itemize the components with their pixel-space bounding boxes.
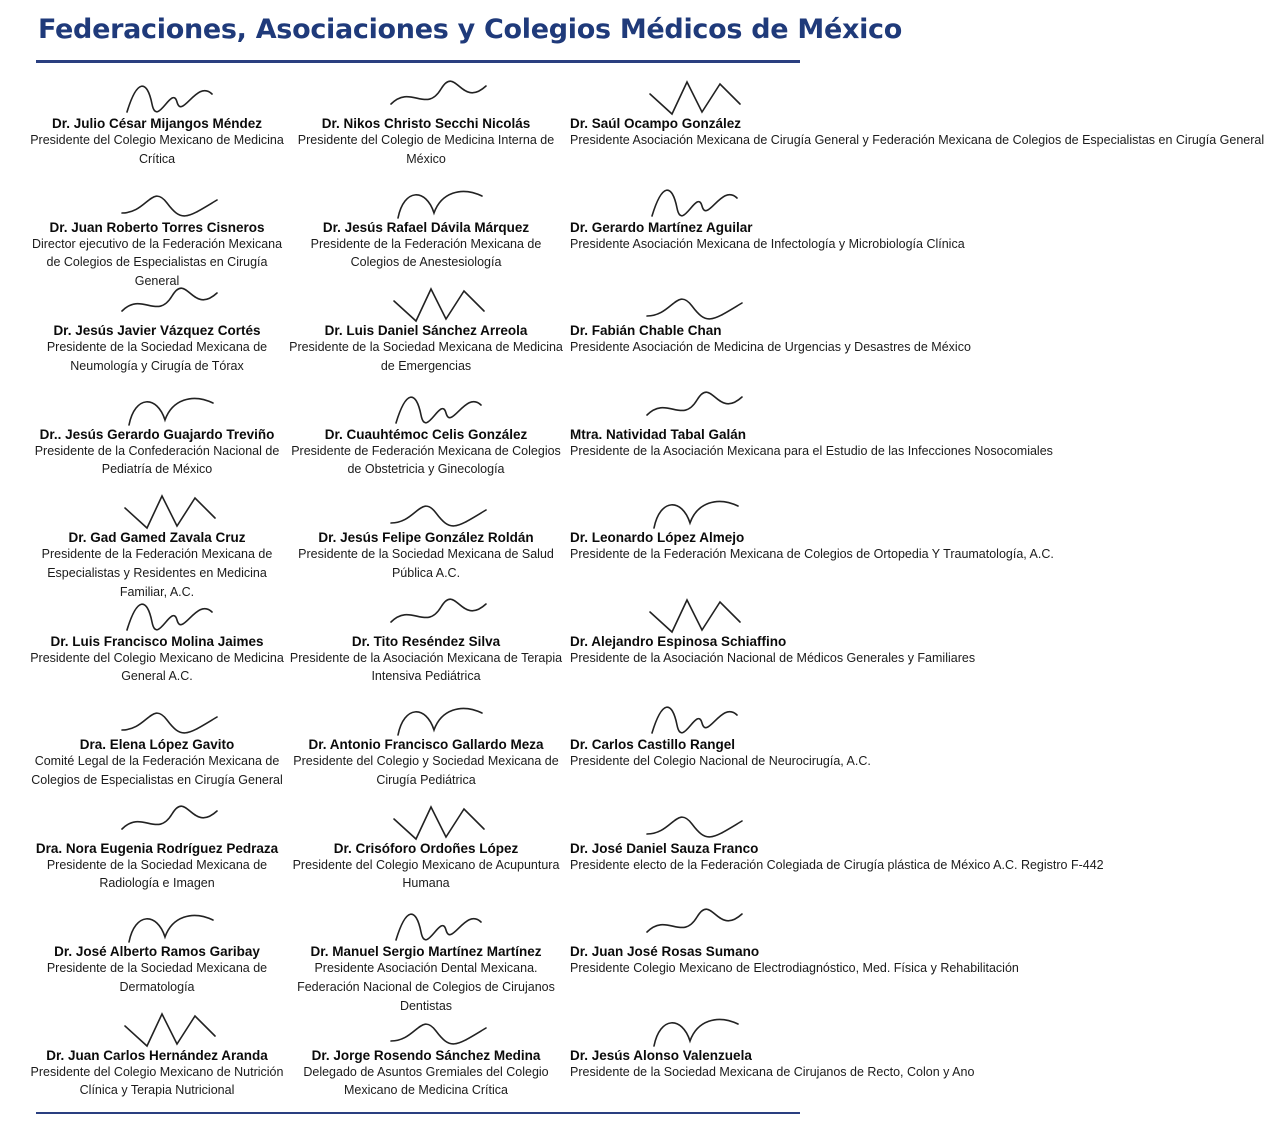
signatory-role: Presidente del Colegio Mexicano de Medicina General A.C. — [30, 650, 284, 684]
signatory-name: Dr. Tito Reséndez Silva — [351, 633, 501, 649]
signatory-role: Presidente de la Federación Mexicana de Colegios de Ortopedia Y Traumatología, A.C. — [570, 547, 1054, 561]
signatory-name: Dr. Jesús Alonso Valenzuela — [570, 1047, 752, 1063]
signatory-role: Presidente de la Federación Mexicana de Especialistas y Residentes en Medicina Familiar, A.C. — [41, 547, 273, 599]
signatory-role: Presidente del Colegio Mexicano de Acupuntura Humana — [292, 857, 560, 891]
footer-divider — [36, 1112, 800, 1114]
handwritten-signature — [386, 281, 496, 329]
signatory-name: Dr.. Jesús Gerardo Guajardo Treviño — [39, 426, 275, 442]
handwritten-signature — [386, 385, 496, 433]
handwritten-signature — [642, 902, 752, 950]
signatory-role: Presidente Asociación Mexicana de Infectología y Microbiología Clínica — [570, 236, 965, 251]
signatory-card — [288, 70, 564, 174]
signatory-card — [288, 795, 564, 899]
handwritten-signature — [117, 385, 227, 433]
handwritten-signature — [117, 799, 227, 847]
signatory-name: Dr. José Alberto Ramos Garibay — [54, 944, 260, 959]
handwritten-signature — [117, 695, 227, 743]
page-title: Federaciones, Asociaciones y Colegios Médicos de México — [38, 14, 902, 45]
signatory-name: Dr. Jesús Rafael Dávila Márquez — [322, 219, 530, 235]
handwritten-signature — [386, 488, 496, 536]
handwritten-signature — [386, 74, 496, 122]
signatory-card — [288, 484, 564, 588]
handwritten-signature — [117, 902, 227, 950]
signatory-card — [564, 795, 1104, 899]
signatory-card — [26, 898, 288, 1002]
signatory-card — [288, 898, 564, 1013]
signatory-name: Dr. Gerardo Martínez Aguilar — [570, 219, 753, 235]
signatory-role: Presidente Colegio Mexicano de Electrodiagnóstico, Med. Física y Rehabilitación — [570, 961, 1019, 975]
signatory-role: Presidente electo de la Federación Colegiada de Cirugía plástica de México A.C. Registro F-442 — [570, 857, 1104, 872]
signatory-role: Presidente del Colegio y Sociedad Mexicana de Cirugía Pediátrica — [293, 754, 559, 787]
signatory-role: Presidente de la Asociación Mexicana de Terapia Intensiva Pediátrica — [289, 650, 563, 684]
signatory-card — [26, 795, 288, 899]
handwritten-signature — [642, 799, 752, 847]
signatory-role: Presidente de la Sociedad Mexicana de Cirujanos de Recto, Colon y Ano — [570, 1064, 975, 1079]
signatory-card — [26, 484, 288, 599]
handwritten-signature — [642, 695, 752, 743]
handwritten-signature — [386, 799, 496, 847]
title-divider — [36, 60, 800, 63]
signatory-name: Dr. Juan Roberto Torres Cisneros — [49, 219, 265, 235]
signatory-name: Dr. Manuel Sergio Martínez Martínez — [310, 944, 542, 959]
signatory-card — [26, 174, 288, 288]
signatory-role: Presidente de la Asociación Nacional de Médicos Generales y Familiares — [570, 650, 976, 665]
signatory-name: Dra. Elena López Gavito — [79, 737, 235, 752]
signatory-name: Dr. José Daniel Sauza Franco — [570, 840, 759, 856]
signatory-name: Dr. Saúl Ocampo González — [570, 116, 742, 131]
signatory-card — [26, 277, 288, 381]
signatory-card — [26, 691, 288, 795]
signatory-card — [288, 174, 564, 278]
signatory-card — [288, 691, 564, 795]
signatory-role: Presidente de la Asociación Mexicana para el Estudio de las Infecciones Nosocomiales — [570, 443, 1053, 458]
signatory-role: Comité Legal de la Federación Mexicana de Colegios de Especialistas en Cirugía General — [31, 754, 283, 787]
signatory-name: Dr. Carlos Castillo Rangel — [570, 737, 736, 752]
handwritten-signature — [642, 178, 752, 226]
handwritten-signature — [642, 385, 752, 433]
signatory-name: Dr. Juan José Rosas Sumano — [570, 944, 760, 959]
signatory-role: Presidente Asociación Mexicana de Cirugía General y Federación Mexicana de Colegios de Especialistas en Cirugía General — [570, 133, 1264, 147]
signatory-role: Presidente de la Sociedad Mexicana de Medicina de Emergencias — [289, 340, 563, 373]
signatory-card — [288, 277, 564, 381]
signatories-grid — [26, 70, 1264, 1105]
handwritten-signature — [117, 488, 227, 536]
signatory-name: Dr. Julio César Mijangos Méndez — [51, 116, 263, 131]
signatory-card — [288, 588, 564, 692]
signatory-card — [564, 381, 1053, 485]
signatory-name: Dr. Luis Daniel Sánchez Arreola — [324, 323, 528, 338]
signatory-name: Dr. Juan Carlos Hernández Aranda — [46, 1047, 268, 1063]
handwritten-signature — [117, 281, 227, 329]
signatory-card — [564, 1002, 975, 1106]
handwritten-signature — [642, 592, 752, 640]
signatory-name: Dr. Alejandro Espinosa Schiaffino — [570, 633, 787, 649]
signatory-name: Dr. Cuauhtémoc Celis González — [324, 426, 528, 442]
signatory-name: Dr. Jesús Felipe González Roldán — [318, 530, 534, 545]
handwritten-signature — [386, 1006, 496, 1054]
signatory-role: Presidente del Colegio Mexicano de Nutrición Clínica y Terapia Nutricional — [30, 1064, 284, 1098]
handwritten-signature — [117, 74, 227, 122]
signatory-card — [26, 1002, 288, 1106]
signatory-name: Mtra. Natividad Tabal Galán — [570, 426, 747, 442]
signatory-role: Presidente de la Sociedad Mexicana de Radiología e Imagen — [46, 857, 268, 891]
handwritten-signature — [386, 902, 496, 950]
signatory-role: Presidente de Federación Mexicana de Colegios de Obstetricia y Ginecología — [291, 443, 561, 477]
signatory-role: Delegado de Asuntos Gremiales del Colegio Mexicano de Medicina Crítica — [303, 1064, 549, 1098]
signatory-name: Dr. Nikos Christo Secchi Nicolás — [321, 116, 531, 131]
signatory-card — [564, 174, 965, 278]
signatory-card — [26, 381, 288, 485]
handwritten-signature — [642, 488, 752, 536]
handwritten-signature — [117, 178, 227, 226]
handwritten-signature — [386, 178, 496, 226]
handwritten-signature — [642, 281, 752, 329]
signatory-card — [564, 588, 976, 692]
handwritten-signature — [642, 74, 752, 122]
signatory-role: Presidente del Colegio Mexicano de Medicina Crítica — [30, 133, 284, 166]
signatory-name: Dr. Antonio Francisco Gallardo Meza — [308, 737, 544, 752]
signatory-role: Presidente de la Sociedad Mexicana de Salud Pública A.C. — [298, 547, 554, 580]
handwritten-signature — [386, 592, 496, 640]
signatory-role: Presidente de la Sociedad Mexicana de Dermatología — [46, 961, 268, 994]
signatory-role: Presidente de la Confederación Nacional de Pediatría de México — [34, 443, 280, 477]
handwritten-signature — [117, 1006, 227, 1054]
signatory-card — [288, 1002, 564, 1106]
signatory-card — [564, 277, 971, 381]
signatory-card — [564, 484, 1054, 588]
signatory-name: Dr. Crisóforo Ordoñes López — [333, 840, 519, 856]
handwritten-signature — [386, 695, 496, 743]
signatory-name: Dra. Nora Eugenia Rodríguez Pedraza — [35, 840, 279, 856]
signatory-card — [564, 691, 871, 795]
handwritten-signature — [117, 592, 227, 640]
signatory-role: Director ejecutivo de la Federación Mexicana de Colegios de Especialistas en Cirugía General — [31, 236, 283, 288]
signatory-role: Presidente Asociación de Medicina de Urgencias y Desastres de México — [570, 340, 971, 354]
signatory-card — [288, 381, 564, 485]
signatory-role: Presidente del Colegio de Medicina Interna de México — [297, 133, 555, 166]
signatory-card — [26, 588, 288, 692]
signatory-role: Presidente de la Federación Mexicana de Colegios de Anestesiología — [310, 236, 542, 270]
signatory-name: Dr. Gad Gamed Zavala Cruz — [68, 530, 246, 545]
handwritten-signature — [642, 1006, 752, 1054]
signatory-card — [564, 70, 1264, 174]
signatory-name: Dr. Jesús Javier Vázquez Cortés — [53, 323, 261, 338]
signatory-name: Dr. Luis Francisco Molina Jaimes — [50, 633, 264, 649]
signatory-name: Dr. Fabián Chable Chan — [570, 323, 722, 338]
signatory-role: Presidente de la Sociedad Mexicana de Neumología y Cirugía de Tórax — [46, 340, 268, 373]
signatory-role: Presidente Asociación Dental Mexicana. Federación Nacional de Colegios de Cirujanos Dentistas — [297, 961, 555, 1013]
signatory-role: Presidente del Colegio Nacional de Neurocirugía, A.C. — [570, 754, 871, 768]
signatory-card — [26, 70, 288, 174]
signatory-name: Dr. Jorge Rosendo Sánchez Medina — [311, 1047, 541, 1063]
signatory-name: Dr. Leonardo López Almejo — [570, 530, 745, 545]
signatory-card — [564, 898, 1019, 1002]
